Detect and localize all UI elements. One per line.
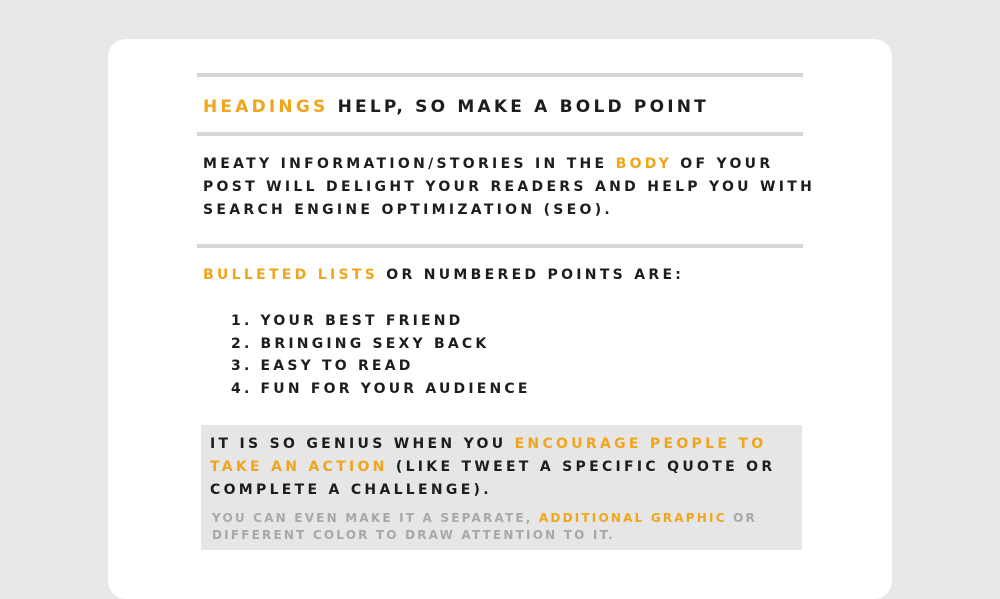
list-item: 3. EASY TO READ	[231, 358, 414, 374]
body-line-1-end: OF YOUR	[672, 156, 774, 172]
body-accent: BODY	[615, 156, 673, 172]
callout-line-3: COMPLETE A CHALLENGE).	[210, 482, 492, 498]
callout-accent-1: ENCOURAGE PEOPLE TO	[514, 436, 767, 452]
body-line-3: SEARCH ENGINE OPTIMIZATION (SEO).	[203, 202, 614, 218]
list-item: 2. BRINGING SEXY BACK	[231, 336, 490, 352]
body-line-2: POST WILL DELIGHT YOUR READERS AND HELP YOU WITH	[203, 179, 816, 195]
heading-text: HELP, SO MAKE A BOLD POINT	[328, 97, 709, 117]
page-heading	[203, 96, 709, 118]
list-intro-accent: BULLETED LISTS	[203, 267, 379, 283]
list-intro-text: OR NUMBERED POINTS ARE:	[378, 267, 685, 283]
list-intro	[203, 265, 684, 285]
note-line-1-end: OR	[726, 511, 757, 525]
callout-line-1	[210, 434, 766, 454]
heading-divider	[197, 132, 803, 136]
callout-line-1-start: IT IS SO GENIUS WHEN YOU	[210, 436, 515, 452]
top-divider	[197, 73, 803, 77]
body-line-1	[203, 154, 773, 174]
list-item: 4. FUN FOR YOUR AUDIENCE	[231, 381, 531, 397]
heading-accent: HEADINGS	[203, 97, 329, 117]
list-item: 1. YOUR BEST FRIEND	[231, 313, 464, 329]
callout-note-line-1	[212, 510, 757, 526]
callout-line-2	[210, 457, 775, 477]
callout-note-line-2: DIFFERENT COLOR TO DRAW ATTENTION TO IT.	[212, 528, 615, 542]
body-line-1-start: MEATY INFORMATION/STORIES IN THE	[203, 156, 616, 172]
body-divider	[197, 244, 803, 248]
callout-line-2-end: (LIKE TWEET A SPECIFIC QUOTE OR	[387, 459, 776, 475]
note-accent: ADDITIONAL GRAPHIC	[538, 511, 727, 525]
callout-accent-2: TAKE AN ACTION	[210, 459, 388, 475]
note-line-1-start: YOU CAN EVEN MAKE IT A SEPARATE,	[212, 511, 539, 525]
